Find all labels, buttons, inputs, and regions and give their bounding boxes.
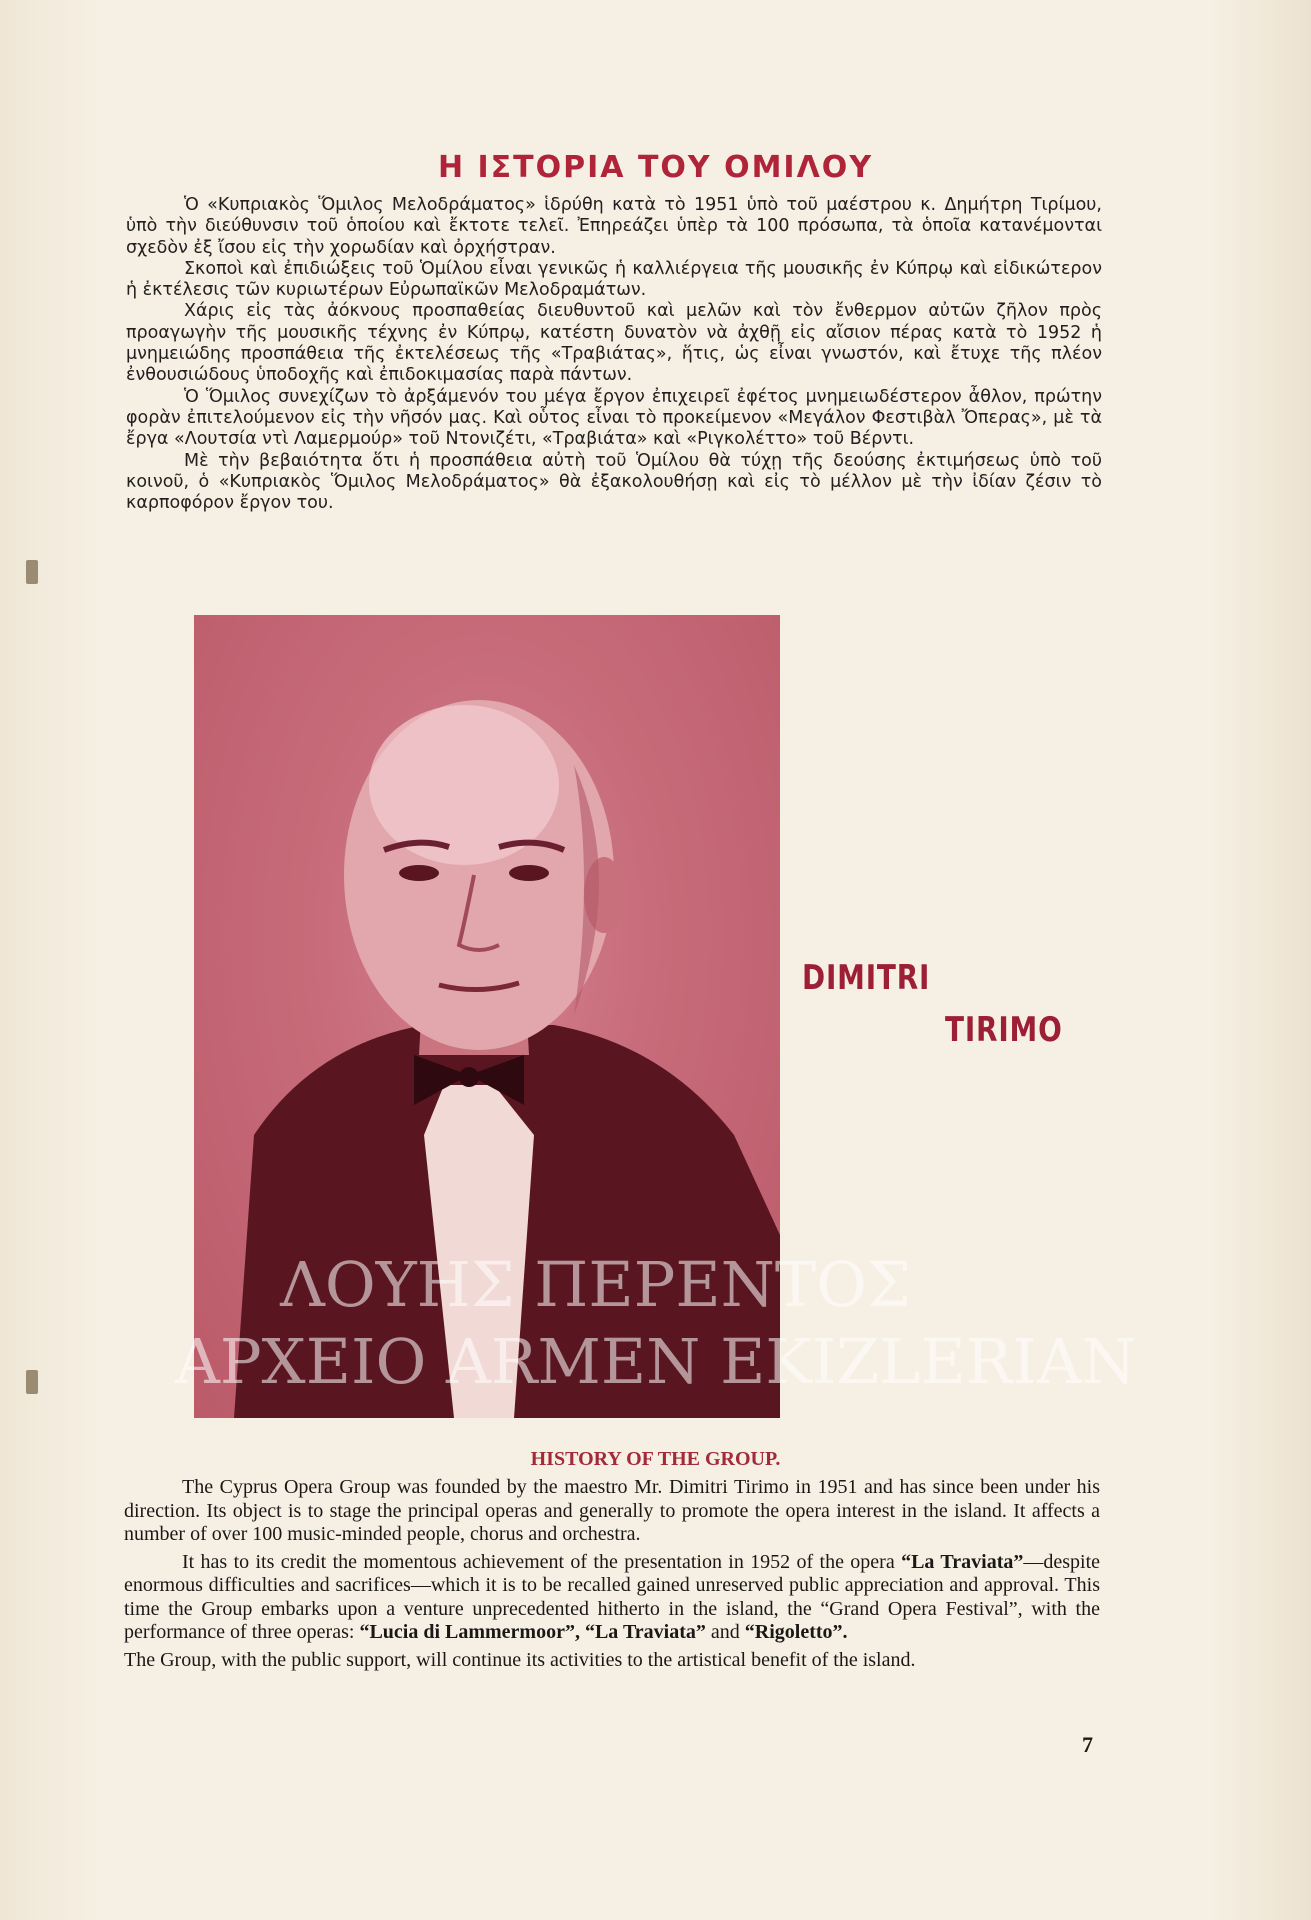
greek-history-text [126, 195, 1102, 514]
opera-title: “Rigoletto”. [744, 1621, 848, 1643]
english-section-title: HISTORY OF THE GROUP. [530, 1448, 781, 1470]
greek-paragraph: Ὁ Ὅμιλος συνεχίζων τὸ ἀρξάμενόν του μέγα ἔργον ἐπιχειρεῖ ἐφέτος μνημειωδέστερον ἆθλον, πρώτην φορὰν ἐπιτελούμενον εἰς τὴν νῆσόν μας. Καὶ οὗτος εἶναι τὸ προκείμενον «Μεγάλον Φεστιβὰλ Ὄπερας», μὲ τὰ ἔργα «Λουτσία ντὶ Λαμερμούρ» τοῦ Ντονιζέτι, «Τραβιάτα» καὶ «Ριγκολέττο» τοῦ Βέρντι. [126, 386, 1102, 450]
greek-paragraph: Χάρις εἰς τὰς ἀόκνους προσπαθείας διευθυντοῦ καὶ μελῶν καὶ τὸν ἔνθερμον αὐτῶν ζῆλον πρὸς προαγωγὴν τῆς μουσικῆς τέχνης ἐν Κύπρῳ, κατέστη δυνατὸν νὰ ἀχθῇ εἰς αἴσιον πέρας κατὰ τὸ 1952 ἡ μνημειώδης προσπάθεια τῆς ἐκτελέσεως τῆς «Τραβιάτας», ἥτις, ὡς εἶναι γνωστόν, καὶ ἔτυχε τῆς πλέον ἐνθουσιώδους ὑποδοχῆς καὶ ἐπιδοκιμασίας παρὰ πάντων. [126, 301, 1102, 386]
page-number: 7 [1082, 1732, 1093, 1757]
portrait-name-last: TIRIMO [945, 1010, 1063, 1050]
staple-mark [26, 1370, 38, 1394]
portrait-illustration [194, 615, 780, 1418]
opera-title: “La Traviata” [901, 1550, 1024, 1573]
english-paragraph: The Cyprus Opera Group was founded by the maestro Mr. Dimitri Tirimo in 1951 and has since been under his direction. Its object is to stage the principal operas and generally to promote the opera interest in the island. It affects a number of over 100 music-minded people, chorus and orchestra. [124, 1476, 1100, 1545]
archive-watermark-line2: ΑΡΧΕΙΟ ARMEN EKIZLERIAN [175, 1325, 1136, 1398]
greek-paragraph: Ὁ «Κυπριακὸς Ὅμιλος Μελοδράματος» ἱδρύθη κατὰ τὸ 1951 ὑπὸ τοῦ μαέστρου κ. Δημήτρη Τιρίμου, ὑπὸ τὴν διεύθυνσιν τοῦ ὁποίου καὶ ἔκτοτε τελεῖ. Ἐπηρεάζει ὑπὲρ τὰ 100 πρόσωπα, τὰ ὁποῖα κατανέμονται σχεδὸν ἐξ ἴσου εἰς τὴν χορωδίαν καὶ ὀρχήστραν. [126, 195, 1102, 258]
opera-title: “Lucia di Lammermoor”, “La Traviata” [359, 1621, 706, 1643]
portrait-name-first: DIMITRI [802, 958, 931, 998]
english-paragraph [124, 1551, 1100, 1645]
english-text-run: and [705, 1621, 745, 1643]
greek-paragraph: Σκοποὶ καὶ ἐπιδιώξεις τοῦ Ὁμίλου εἶναι γενικῶς ἡ καλλιέργεια τῆς μουσικῆς ἐν Κύπρῳ καὶ εἰδικώτερον ἡ ἐκτέλεσις τῶν κυριωτέρων Εὐρωπαϊκῶν Μελοδραμάτων. [126, 258, 1102, 301]
portrait-photo [194, 615, 780, 1418]
greek-section-title: Η ΙΣΤΟΡΙΑ ΤΟΥ ΟΜΙΛΟΥ [437, 150, 874, 185]
english-text-run: It has to its credit the momentous achievement of the presentation in 1952 of the opera [182, 1550, 902, 1573]
archive-watermark-line1: ΛΟΥΗΣ ΠΕΡΕΝΤΟΣ [280, 1248, 911, 1321]
english-text-run: —despite enormous difficulties and sacrifices—which it is to be recalled gained unreserved public appreciation and approval. This time the Group embarks upon a venture unprecedented hitherto in the island, the “Grand Opera Festival”, with the performance of three operas: [124, 1550, 1101, 1643]
english-history-text [124, 1476, 1100, 1676]
staple-mark [26, 560, 38, 584]
english-paragraph: The Group, with the public support, will continue its activities to the artistical benefit of the island. [124, 1648, 916, 1671]
greek-paragraph: Μὲ τὴν βεβαιότητα ὅτι ἡ προσπάθεια αὐτὴ τοῦ Ὁμίλου θὰ τύχῃ τῆς δεούσης ἐκτιμήσεως ὑπὸ τοῦ κοινοῦ, ὁ «Κυπριακὸς Ὅμιλος Μελοδράματος» θὰ ἐξακολουθήσῃ καὶ εἰς τὸ μέλλον μὲ τὴν ἰδίαν ζέσιν τὸ καρποφόρον ἔργον του. [126, 450, 1102, 514]
